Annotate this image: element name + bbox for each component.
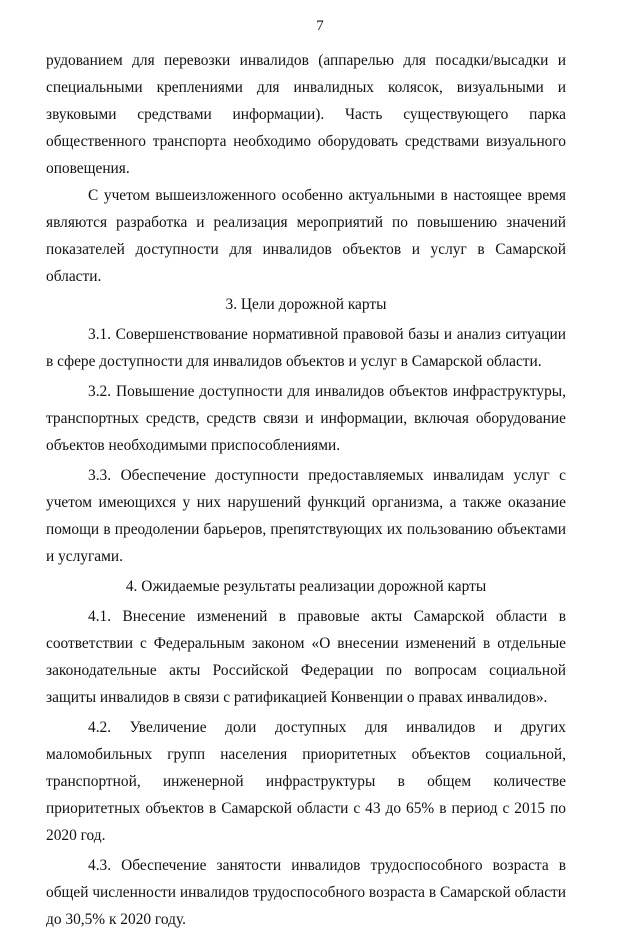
section-3-item: 3.2. Повышение доступности для инвалидов объектов инфраструктуры, транспортных средств, средств связи и информации, включая оборудование объектов необходимыми приспособлениями.	[46, 383, 566, 454]
section-4-item: 4.2. Увеличение доли доступных для инвалидов и других маломобильных групп населения приоритетных объектов социальной, транспортной, инженерной инфраструктуры в общем количестве приоритетных объектов в Самарской области с 43 до 65% в период с 2015 по 2020 год.	[46, 719, 566, 844]
section-4-item: 4.1. Внесение изменений в правовые акты Самарской области в соответствии с Федеральным законом «О внесении изменений в отдельные законодательные акты Российской Федерации по вопросам социальной защиты инвалидов в связи с ратификацией Конвенции о правах инвалидов».	[46, 608, 566, 706]
section-4-heading: 4. Ожидаемые результаты реализации дорожной карты	[125, 578, 487, 595]
paragraph-relevance: С учетом вышеизложенного особенно актуальными в настоящее время являются разработка и реализация мероприятий по повышению значений показателей доступности для инвалидов объектов и услуг в Самарской области.	[46, 187, 566, 285]
section-4-item: 4.3. Обеспечение занятости инвалидов трудоспособного возраста в общей численности инвалидов трудоспособного возраста в Самарской области до 30,5% к 2020 году.	[46, 857, 566, 928]
section-3-item: 3.3. Обеспечение доступности предоставляемых инвалидам услуг с учетом имеющихся у них нарушений функций организма, а также оказание помощи в преодолении барьеров, препятствующих их пользованию объектами и услугами.	[46, 467, 566, 565]
document-body	[46, 47, 566, 933]
paragraph-continuation: рудованием для перевозки инвалидов (аппарелью для посадки/высадки и специальными креплениями для инвалидных колясок, визуальными и звуковыми средствами информации). Часть существующего парка общественного транспорта необходимо оборудовать средствами визуального оповещения.	[46, 52, 566, 177]
section-3-item: 3.1. Совершенствование нормативной правовой базы и анализ ситуации в сфере доступности для инвалидов объектов и услуг в Самарской области.	[46, 326, 566, 370]
section-3-heading: 3. Цели дорожной карты	[225, 296, 387, 313]
page-number: 7	[316, 18, 324, 34]
